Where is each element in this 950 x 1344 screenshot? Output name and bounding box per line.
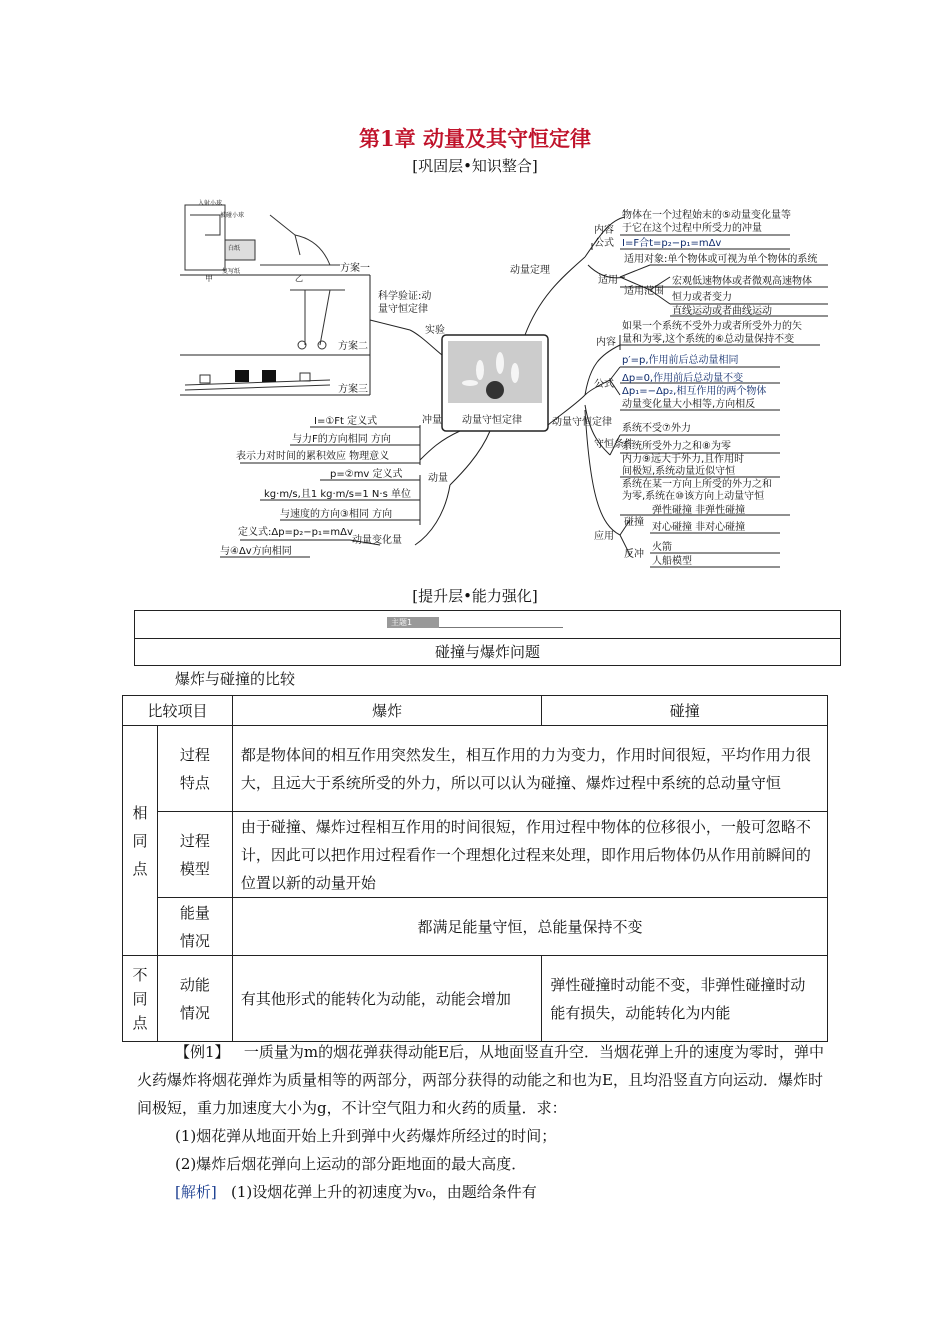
mm-l-app-label: 应用: [594, 531, 614, 542]
mm-m-def: p=②mv 定义式: [330, 469, 403, 480]
table-intro: 爆炸与碰撞的比较: [175, 670, 296, 688]
mm-center: 动量守恒定律: [462, 415, 522, 426]
analysis-line: [175, 1178, 825, 1206]
mm-l-c3a: 内力⑨远大于外力,且作用时: [622, 454, 745, 465]
mm-fig-label-2: 被碰小球: [220, 212, 245, 219]
mm-t-apply-label: 适用: [598, 275, 618, 286]
mm-m-change: 动量变化量: [352, 535, 402, 546]
mm-t-range-2: 恒力或者变力: [672, 292, 732, 303]
row-process-model-label: 过程 模型: [157, 812, 232, 898]
topic-title: 碰撞与爆炸问题: [434, 643, 540, 661]
mm-t-formula: I=F合t=p₂−p₁=mΔv: [622, 238, 722, 249]
bowling-pins-image: [448, 341, 542, 403]
row-energy-text: 都满足能量守恒，总能量保持不变: [232, 898, 827, 956]
mm-t-content-1: 物体在一个过程始末的⑤动量变化量等: [622, 210, 791, 221]
row-process-feature-label: 过程 特点: [157, 726, 232, 812]
question-2: (2)爆炸后烟花弹向上运动的部分距地面的最大高度．: [175, 1155, 527, 1173]
mm-scheme1: 方案一: [340, 263, 370, 274]
mm-m-dir: 与速度的方向③相同 方向: [280, 509, 393, 520]
mm-t-content-label: 内容: [594, 225, 614, 236]
chapter-title: 第1章 动量及其守恒定律: [359, 126, 591, 151]
mm-momentum: 动量: [428, 473, 448, 484]
row-process-feature-text: 都是物体间的相互作用突然发生，相互作用的力为变力，作用时间很短，平均作用力很大，且远大于系统所受的外力，所以可以认为碰撞、爆炸过程中系统的总动量守恒: [232, 726, 827, 812]
row-kinetic-label: 动能 情况: [157, 956, 232, 1042]
mm-t-formula-label: 公式: [594, 238, 614, 249]
topic-tag: 主题1: [387, 617, 439, 628]
mm-l-c2: 系统所受外力之和⑧为零: [622, 441, 731, 452]
mm-l-col-1: 弹性碰撞 非弹性碰撞: [652, 505, 746, 516]
mm-impulse: 冲量: [422, 415, 442, 426]
mm-experiment: 实验: [425, 325, 445, 336]
row-kinetic-explosion: 有其他形式的能转化为动能，动能会增加: [232, 956, 542, 1042]
comparison-table: [122, 695, 828, 1042]
example-tag: 【例1】: [175, 1043, 230, 1061]
same-label: 相 同 点: [123, 726, 158, 956]
mm-l-collision: 碰撞: [624, 517, 644, 528]
mm-t-content-2: 于它在这个过程中所受力的冲量: [622, 223, 762, 234]
mm-exp-verify-2: 量守恒定律: [378, 304, 428, 315]
mm-l-rec-1: 火箭: [652, 542, 672, 553]
mm-l-content-1: 如果一个系统不受外力或者所受外力的矢: [622, 321, 802, 332]
mm-t-range-label: 适用范围: [624, 286, 664, 297]
mm-t-range-3: 直线运动或者曲线运动: [672, 306, 772, 317]
mm-l-content-label: 内容: [596, 337, 616, 348]
mm-t-apply-obj: 适用对象:单个物体或可视为单个物体的系统: [624, 254, 818, 265]
mm-fig-label-3: 白纸: [228, 245, 241, 252]
mm-fig-jia: 甲: [205, 274, 213, 283]
mm-i-dir: 与力F的方向相同 方向: [292, 434, 391, 445]
mm-exp-verify-1: 科学验证:动: [378, 291, 432, 302]
mm-l-content-2: 量和为零,这个系统的⑥总动量保持不变: [622, 334, 795, 345]
topic-tag-line: [439, 627, 563, 628]
mm-l-recoil: 反冲: [624, 549, 644, 560]
section-consolidation-heading: [巩固层•知识整合]: [412, 157, 538, 175]
mm-fig-label-1: 入射小球: [198, 200, 223, 207]
mm-l-f2: Δp=0,作用前后总动量不变: [622, 373, 744, 384]
mm-law: 动量守恒定律: [552, 417, 612, 428]
mm-l-rec-2: 人船模型: [652, 556, 692, 567]
mm-t-range-1: 宏观低速物体或者微观高速物体: [672, 276, 812, 287]
analysis-tag: [解析]: [175, 1183, 217, 1201]
example-text: 一质量为m的烟花弹获得动能E后，从地面竖直升空．当烟花弹上升的速度为零时，弹中火药爆炸将烟花弹炸为质量相等的两部分，两部分获得的动能之和也为E，且均沿竖直方向运动．爆炸时间极短，重力加速度大小为g，不计空气阻力和火药的质量．求：: [137, 1043, 825, 1117]
mm-l-c4b: 为零,系统在⑩该方向上动量守恒: [622, 491, 765, 502]
mm-l-f3a: Δp₁=−Δp₂,相互作用的两个物体: [622, 386, 767, 397]
mm-l-c3b: 间极短,系统动量近似守恒: [622, 466, 736, 477]
example-paragraph: [137, 1038, 827, 1122]
knowledge-mindmap: [180, 195, 840, 575]
mm-scheme3: 方案三: [338, 384, 368, 395]
mm-theorem: 动量定理: [510, 265, 550, 276]
mm-i-meaning: 表示力对时间的累积效应 物理意义: [236, 451, 390, 462]
row-kinetic-collision: 弹性碰撞时动能不变，非弹性碰撞时动能有损失，动能转化为内能: [542, 956, 828, 1042]
header-item: 比较项目: [123, 696, 233, 726]
mm-i-def: I=①Ft 定义式: [314, 416, 378, 427]
row-process-model-text: 由于碰撞、爆炸过程相互作用的时间很短，作用过程中物体的位移很小，一般可忽略不计，因此可以把作用过程看作一个理想化过程来处理，即作用后物体仍从作用前瞬间的位置以新的动量开始: [232, 812, 827, 898]
mm-fig-yi: 乙: [295, 274, 303, 283]
analysis-text: (1)设烟花弹上升的初速度为v₀，由题给条件有: [231, 1183, 537, 1201]
row-energy-label: 能量 情况: [157, 898, 232, 956]
mm-scheme2: 方案二: [338, 341, 368, 352]
header-collision: 碰撞: [542, 696, 828, 726]
topic-divider: [135, 638, 840, 639]
topic-box: [134, 610, 841, 666]
mm-l-c1: 系统不受⑦外力: [622, 423, 691, 434]
mm-l-cond-label: 守恒条件: [594, 439, 634, 450]
mm-l-col-2: 对心碰撞 非对心碰撞: [652, 522, 746, 533]
mm-fig-label-4: 复写纸: [222, 268, 241, 275]
mm-m-change-def: 定义式:Δp=p₂−p₁=mΔv: [238, 527, 353, 538]
mm-m-unit: kg·m/s,且1 kg·m/s=1 N·s 单位: [264, 489, 411, 500]
diff-label: 不 同 点: [123, 956, 158, 1042]
mm-l-c4a: 系统在某一方向上所受的外力之和: [622, 479, 772, 490]
mm-m-change-dir: 与④Δv方向相同: [220, 546, 292, 557]
header-explosion: 爆炸: [232, 696, 542, 726]
section-ability-heading: [提升层•能力强化]: [412, 587, 538, 605]
mm-l-f1: p′=p,作用前后总动量相同: [622, 355, 739, 366]
mm-l-formula-label: 公式: [594, 379, 614, 390]
mm-l-f3b: 动量变化量大小相等,方向相反: [622, 399, 756, 410]
question-1: (1)烟花弹从地面开始上升到弹中火药爆炸所经过的时间；: [175, 1127, 557, 1145]
